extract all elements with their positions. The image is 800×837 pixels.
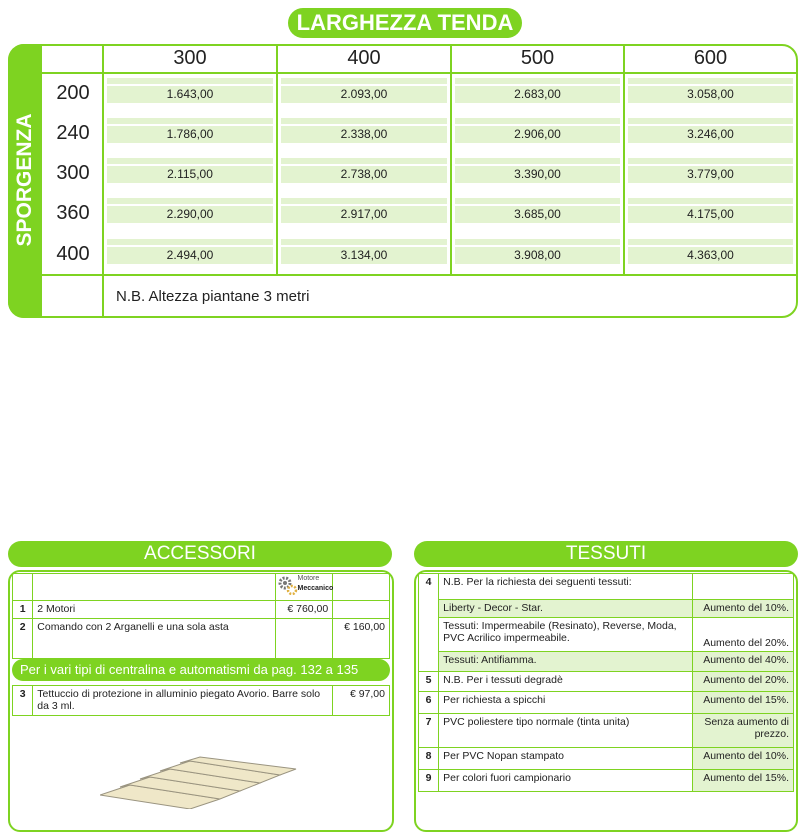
row-number: 9 [419,770,439,792]
price-cell: 2.338,00 [278,114,450,152]
note-text: N.B. Altezza piantane 3 metri [116,288,310,305]
row-value: Senza aumento di prezzo. [693,714,794,748]
row-desc: Tessuti: Antifiamma. [439,652,693,672]
automation-banner: Per i vari tipi di centralina e automatismi da pag. 132 a 135 [12,659,390,681]
row-desc: Liberty - Decor - Star. [439,600,693,618]
column-header: 300 [173,47,207,69]
price-cell: 2.683,00 [452,74,623,112]
row-price [333,601,390,619]
meccanico-label: Meccanico [297,585,334,592]
row-value [693,574,794,600]
price-cell: 3.908,00 [452,235,623,273]
header-cell [13,574,33,601]
row-header: 200 [56,82,90,104]
column-header: 500 [520,47,555,69]
row-number: 7 [419,714,439,748]
grid-divider [42,274,798,276]
column-header: 400 [347,47,381,69]
row-number: 2 [13,619,33,659]
row-desc: Tettuccio di protezione in alluminio piegato Avorio. Barre solo da 3 ml. [33,686,333,716]
row-desc: Per colori fuori campionario [439,770,693,792]
price-cell: 3.134,00 [278,235,450,273]
row-desc: Per PVC Nopan stampato [439,748,693,770]
price-cell: 2.906,00 [452,114,623,152]
price-cell: 3.246,00 [625,114,796,152]
row-value: Aumento del 10%. [693,600,794,618]
price-cell: 4.175,00 [625,194,796,232]
row-number: 5 [419,672,439,692]
canopy-illustration [100,755,300,809]
price-cell: 1.643,00 [104,74,276,112]
accessori-title: ACCESSORI [8,541,392,567]
row-value: Aumento del 20%. [693,618,794,652]
row-desc: N.B. Per i tessuti degradè [439,672,693,692]
row-price: € 97,00 [333,686,390,716]
row-number: 3 [13,686,33,716]
price-cell: 1.786,00 [104,114,276,152]
gear-icon [277,575,299,597]
price-cell: 3.058,00 [625,74,796,112]
row-value: Aumento del 10%. [693,748,794,770]
price-cell: 2.115,00 [104,154,276,192]
table-title: LARGHEZZA TENDA [288,8,522,38]
column-header: 600 [693,47,728,69]
row-desc: N.B. Per la richiesta dei seguenti tessuti: [439,574,693,600]
motore-label: Motore [297,575,320,582]
row-value: Aumento del 40%. [693,652,794,672]
row-number: 4 [419,574,439,672]
side-label: SPORGENZA [13,113,36,247]
row-header: 300 [56,162,90,184]
row-price: € 760,00 [276,601,333,619]
price-cell: 2.093,00 [278,74,450,112]
price-cell: 3.685,00 [452,194,623,232]
row-desc: Comando con 2 Arganelli e una sola asta [33,619,276,659]
price-cell: 2.738,00 [278,154,450,192]
row-number: 6 [419,692,439,714]
price-cell: 2.917,00 [278,194,450,232]
accessori-table [12,573,390,659]
row-price: € 160,00 [333,619,390,659]
row-price [276,619,333,659]
row-desc: Tessuti: Impermeabile (Resinato), Reverse, Moda, PVC Acrilico impermeabile. [439,618,693,652]
header-motore-meccanico [276,574,333,601]
row-header: 400 [56,243,90,265]
row-desc: Per richiesta a spicchi [439,692,693,714]
accessori-table-row3 [12,685,390,716]
row-number: 8 [419,748,439,770]
row-number: 1 [13,601,33,619]
price-cell: 4.363,00 [625,235,796,273]
row-desc: PVC poliestere tipo normale (tinta unita) [439,714,693,748]
header-cell [333,574,390,601]
price-cell: 3.779,00 [625,154,796,192]
price-cell: 3.390,00 [452,154,623,192]
header-cell [33,574,276,601]
tessuti-table [418,573,794,792]
row-value: Aumento del 20%. [693,672,794,692]
row-value: Aumento del 15%. [693,692,794,714]
row-header: 360 [56,202,90,224]
tessuti-title: TESSUTI [414,541,798,567]
row-desc: 2 Motori [33,601,276,619]
row-header: 240 [56,122,90,144]
row-value: Aumento del 15%. [693,770,794,792]
price-cell: 2.494,00 [104,235,276,273]
price-cell: 2.290,00 [104,194,276,232]
